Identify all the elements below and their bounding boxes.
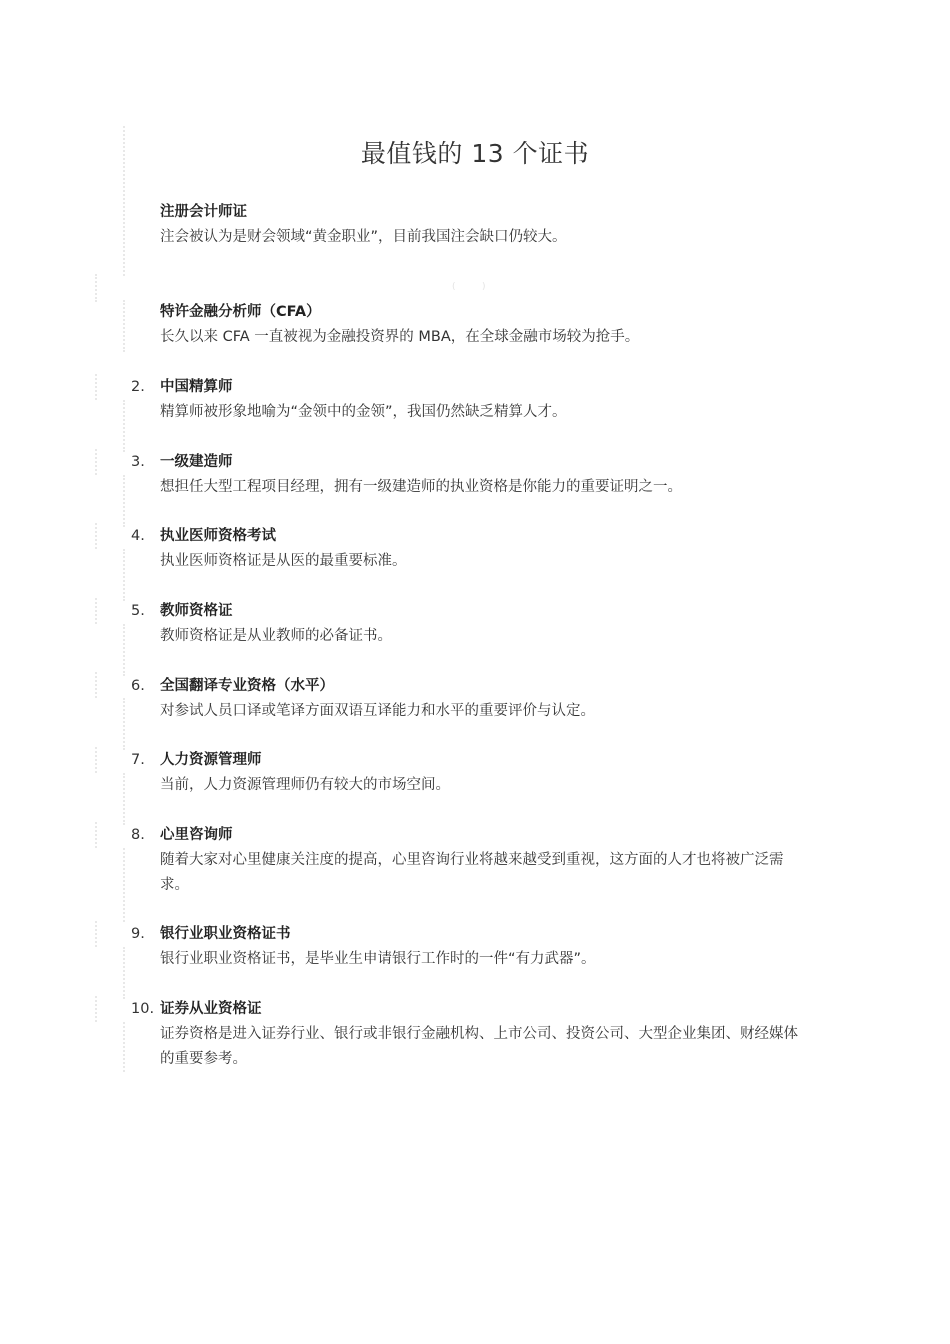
edge-mark [95,996,99,1022]
item-title: 全国翻译专业资格（水平） [160,678,334,694]
page-title: 最值钱的 13 个证书 [360,139,590,168]
item-title: 注册会计师证 [160,204,247,220]
edge-mark [95,822,99,848]
item-description: 证券资格是进入证券行业、银行或非银行金融机构、上市公司、投资公司、大型企业集团、财经媒体的重要参考。 [160,1026,798,1067]
edge-mark [123,126,127,276]
item-title: 特许金融分析师（CFA） [160,304,321,320]
edge-mark [95,598,99,624]
edge-mark [95,274,99,302]
item-title: 一级建造师 [160,454,233,470]
item-description: 注会被认为是财会领域“黄金职业”，目前我国注会缺口仍较大。 [160,229,567,245]
item-number: 6. [131,678,145,694]
edge-mark [95,449,99,475]
faint-mark: ) [482,282,486,292]
item-title: 执业医师资格考试 [160,528,276,544]
item-title: 中国精算师 [160,379,233,395]
edge-mark [123,773,127,825]
item-number: 10. [131,1001,155,1017]
edge-mark [123,1022,127,1072]
edge-mark [123,624,127,676]
edge-mark [95,672,99,698]
item-description: 银行业职业资格证书，是毕业生申请银行工作时的一件“有力武器”。 [160,951,596,967]
item-number: 4. [131,528,145,544]
item-description: 教师资格证是从业教师的必备证书。 [160,628,392,644]
edge-mark [123,698,127,750]
item-description: 精算师被形象地喻为“金领中的金领”，我国仍然缺乏精算人才。 [160,404,567,420]
item-number: 7. [131,752,145,768]
item-number: 8. [131,827,145,843]
faint-mark: ( [452,282,456,292]
edge-mark [95,523,99,549]
item-description: 长久以来 CFA 一直被视为金融投资界的 MBA，在全球金融市场较为抢手。 [160,329,640,345]
item-title: 教师资格证 [160,603,233,619]
edge-mark [95,747,99,773]
item-number: 2. [131,379,145,395]
item-description: 随着大家对心里健康关注度的提高，心里咨询行业将越来越受到重视，这方面的人才也将被广泛需求。 [160,852,784,893]
item-description: 想担任大型工程项目经理，拥有一级建造师的执业资格是你能力的重要证明之一。 [160,479,682,495]
item-number: 5. [131,603,145,619]
edge-mark [95,921,99,947]
item-title: 心里咨询师 [160,827,233,843]
item-number: 9. [131,926,145,942]
item-description: 当前，人力资源管理师仍有较大的市场空间。 [160,777,450,793]
item-title: 银行业职业资格证书 [160,926,291,942]
item-title: 证券从业资格证 [160,1001,262,1017]
item-description: 执业医师资格证是从医的最重要标准。 [160,553,407,569]
edge-mark [123,848,127,922]
edge-mark [95,374,99,400]
item-title: 人力资源管理师 [160,752,262,768]
edge-mark [123,300,127,352]
edge-mark [123,475,127,527]
item-description: 对参试人员口译或笔译方面双语互译能力和水平的重要评价与认定。 [160,703,595,719]
item-number: 3. [131,454,145,470]
edge-mark [123,400,127,452]
edge-mark [123,947,127,999]
edge-mark [123,549,127,601]
